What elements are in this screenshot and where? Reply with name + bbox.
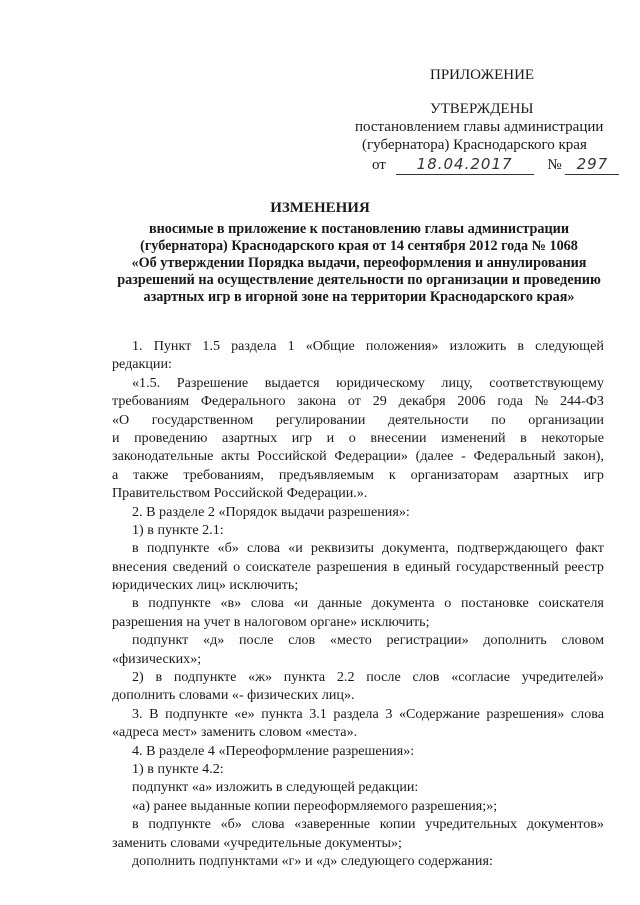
word: выдается [264, 374, 320, 391]
body-line: подпункт «а» изложить в следующей редакции: [132, 779, 419, 796]
subtitle-line: разрешений на осуществление деятельности по организации и проведению [117, 272, 601, 288]
word: подпункт [132, 632, 189, 649]
word: «О [112, 411, 130, 428]
word: также [133, 466, 169, 483]
word: 3.1 [309, 705, 327, 722]
word: подпункте [165, 705, 228, 722]
word: изменений [441, 429, 506, 446]
body-line: «физических»; [112, 650, 202, 667]
word: документа, [382, 540, 449, 557]
word: соискателе [245, 558, 311, 575]
body-line [112, 429, 604, 447]
body-line [112, 411, 604, 429]
decree-line-2: (губернатора) Краснодарского края [362, 137, 587, 153]
word: в [155, 669, 163, 686]
word: требованиям, [183, 466, 264, 483]
word: требованиям [112, 393, 190, 410]
body-line [112, 594, 604, 612]
word: регулировании [275, 411, 366, 428]
word: в [132, 816, 139, 833]
word: от [347, 393, 361, 410]
word: после [366, 669, 401, 686]
word: разрешения [316, 558, 388, 575]
word: «б» [217, 540, 239, 557]
word: 1 [287, 338, 295, 354]
word: законодательные [112, 448, 214, 465]
body-line [112, 631, 604, 649]
date-handwritten: 18.04.2017 [416, 155, 513, 173]
subtitle-line: вносимые в приложение к постановлению главы администрации [148, 221, 570, 237]
word: Федерального [200, 393, 286, 410]
word: 1. [132, 338, 143, 354]
word: 1.5 [202, 338, 221, 354]
word: после [238, 632, 274, 649]
word: акты [221, 448, 250, 465]
word: следующей [535, 338, 604, 354]
word: азартных [513, 466, 569, 483]
word: в [132, 540, 139, 557]
word: соответствующему [489, 374, 604, 391]
body-line [112, 447, 604, 465]
word: учредительных [425, 816, 518, 833]
word: а [112, 466, 119, 483]
word: регистрации» [386, 632, 469, 649]
word: словом [561, 632, 604, 649]
word: «Общие [305, 338, 355, 354]
word: Федеральный [473, 448, 556, 465]
word: лицу, [441, 374, 473, 391]
body-line [112, 337, 604, 355]
word: по [491, 411, 506, 428]
word: в [520, 429, 527, 446]
word: Разрешение [176, 374, 249, 391]
word: закона [297, 393, 337, 410]
word: и [112, 429, 120, 446]
word: копии [379, 816, 416, 833]
appendix-label: ПРИЛОЖЕНИЕ [430, 67, 535, 83]
word: слов [412, 669, 440, 686]
body-line: дополнить подпунктами «г» и «д» следующего содержания: [132, 852, 493, 869]
word: раздела [333, 705, 379, 722]
word: «Содержание [398, 705, 480, 722]
body-line: «адреса мест» заменить словом «места». [112, 724, 358, 741]
body-line: 4. В разделе 4 «Переоформление разрешения»: [132, 742, 415, 759]
word: игр [583, 466, 604, 483]
date-number-line [372, 155, 619, 175]
number-prefix: № [547, 157, 562, 173]
word: «согласие [451, 669, 510, 686]
word: подпункте [148, 816, 211, 833]
word: 2006 [457, 393, 486, 410]
body-line [112, 539, 604, 557]
word: в [517, 338, 525, 354]
word: пункта [283, 669, 326, 686]
word: (далее [415, 448, 454, 465]
word: 2) [132, 669, 144, 686]
word: государственном [151, 411, 254, 428]
word: к [388, 466, 396, 483]
word: Федерации» [334, 448, 408, 465]
word: декабря [398, 393, 446, 410]
word: в [392, 558, 400, 575]
word: проведению [134, 429, 208, 446]
subtitle-line: «Об утверждении Порядка выдачи, переоформления и аннулирования [131, 255, 587, 271]
word: «ж» [248, 669, 273, 686]
word: азартных [222, 429, 278, 446]
word: В [149, 705, 159, 722]
word: внесения [112, 558, 168, 575]
word: дополнить [483, 632, 547, 649]
word: документа [371, 595, 435, 612]
word: соискателя [538, 595, 604, 612]
word: в [132, 595, 139, 612]
word: «и [293, 595, 309, 612]
word: слова [251, 816, 285, 833]
document-subtitle [112, 221, 606, 306]
subtitle-line: азартных игр в игорной зоне на территории Краснодарского края» [143, 289, 575, 305]
word: разрешения» [486, 705, 565, 722]
number-field [565, 155, 619, 175]
word: реквизиты [310, 540, 375, 557]
word: изложить [449, 338, 507, 354]
word: 244-ФЗ [559, 393, 604, 410]
decree-line-1: постановлением главы администрации [355, 119, 604, 135]
word: слов [288, 632, 316, 649]
word: «в» [220, 595, 242, 612]
word: данные [317, 595, 362, 612]
word: № [534, 393, 549, 410]
word: раздела [231, 338, 277, 354]
word: «е» [234, 705, 255, 722]
word: Российской [257, 448, 327, 465]
word: подпункте [146, 540, 210, 557]
body-line: разрешения на учет в налоговом органе» исключить; [112, 613, 430, 630]
date-field [396, 155, 534, 175]
word: «б» [220, 816, 242, 833]
body-line [112, 374, 604, 392]
word: и [326, 429, 335, 446]
word: игр [291, 429, 313, 446]
word: постановке [460, 595, 529, 612]
body-line: «а) ранее выданные копии переоформляемого разрешения;»; [132, 797, 498, 814]
body-line [112, 558, 604, 576]
body-line: юридических лиц» исключить; [112, 577, 299, 594]
word: учредителей» [521, 669, 604, 686]
body-line: 2. В разделе 2 «Порядок выдачи разрешения»: [132, 503, 410, 520]
word: пункта [261, 705, 303, 722]
word: организации [528, 411, 604, 428]
body-line: Правительством Российской Федерации.». [112, 485, 368, 502]
word: предъявляемым [278, 466, 374, 483]
word: - [461, 448, 466, 465]
word: «место [329, 632, 372, 649]
word: некоторые [541, 429, 604, 446]
word: организаторам [410, 466, 499, 483]
word: закон), [563, 448, 604, 465]
word: сведений [172, 558, 228, 575]
word: слова [250, 595, 284, 612]
word: слова [570, 705, 604, 722]
body-line: 1) в пункте 2.1: [132, 521, 224, 538]
word: деятельности [387, 411, 469, 428]
word: «д» [203, 632, 225, 649]
body-line: дополнить словами «- физических лиц». [112, 687, 355, 704]
number-handwritten: 297 [576, 155, 609, 173]
body-line [112, 668, 604, 686]
body-line: 1) в пункте 4.2: [132, 760, 224, 777]
body-line: редакции: [112, 356, 172, 373]
word: Пункт [153, 338, 192, 354]
word: подпункте [173, 669, 237, 686]
word: о [348, 429, 356, 446]
word: подтверждающего [456, 540, 568, 557]
approved-label: УТВЕРЖДЕНЫ [430, 101, 534, 117]
word: о [233, 558, 241, 575]
document-title: ИЗМЕНЕНИЯ [270, 200, 370, 216]
word: о [444, 595, 452, 612]
word: документов» [526, 816, 604, 833]
body-line [112, 466, 604, 484]
word: 3. [132, 705, 143, 722]
word: слова [246, 540, 281, 557]
word: 29 [372, 393, 387, 410]
body-line: заменить словами «учредительные документы»; [112, 834, 402, 851]
body-line [112, 705, 604, 723]
word: «1.5. [132, 374, 161, 391]
word: юридическому [336, 374, 425, 391]
word: государственный [455, 558, 559, 575]
word: внесении [370, 429, 427, 446]
word: 2.2 [336, 669, 355, 686]
subtitle-line: (губернатора) Краснодарского края от 14 сентября 2012 года № 1068 [140, 238, 578, 254]
word: «и [288, 540, 303, 557]
word: 3 [385, 705, 393, 722]
body-line [112, 815, 604, 833]
word: года [497, 393, 523, 410]
word: факт [575, 540, 604, 557]
date-prefix: от [372, 157, 386, 173]
word: положения» [365, 338, 439, 354]
body-line [112, 392, 604, 410]
document-body [112, 337, 604, 870]
word: единый [405, 558, 451, 575]
word: «заверенные [294, 816, 371, 833]
word: подпункте [148, 595, 211, 612]
word: реестр [564, 558, 604, 575]
